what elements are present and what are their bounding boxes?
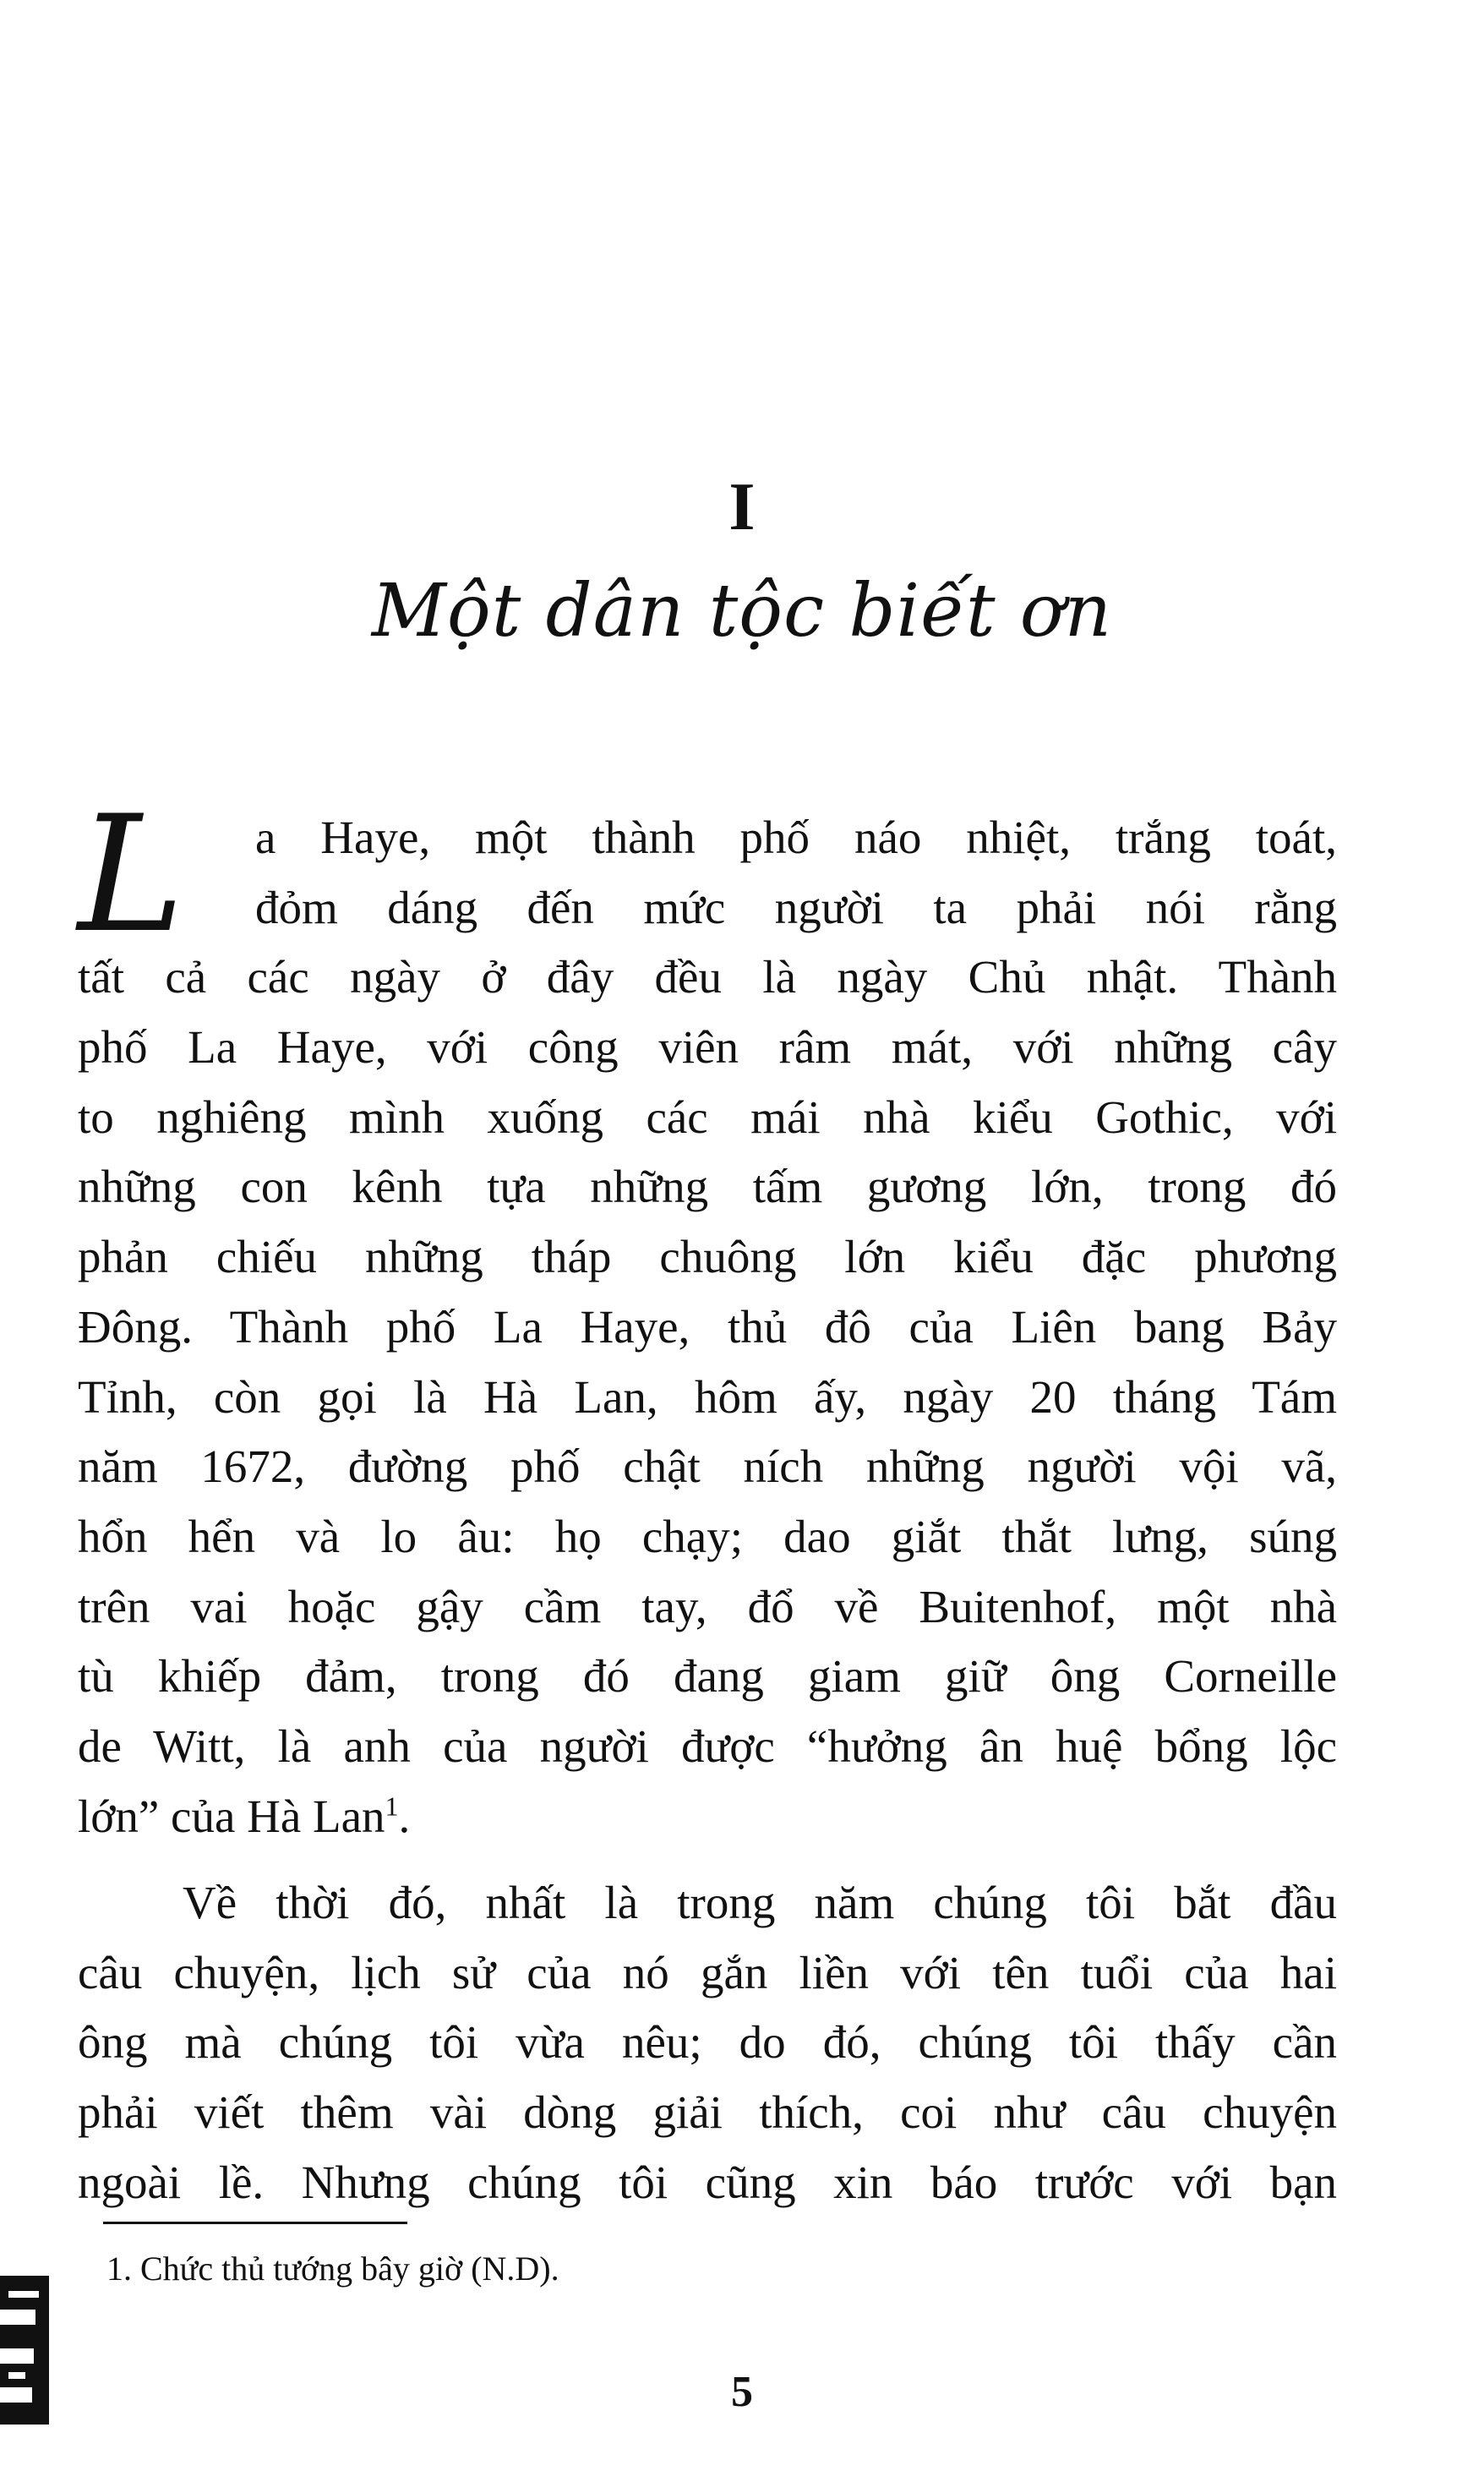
text-line: đỏm dáng đến mức người ta phải nói rằng [255,881,1337,933]
text-line: to nghiêng mình xuống các mái nhà kiểu Gothic, với [78,1091,1337,1143]
text-line: phản chiếu những tháp chuông lớn kiểu đặc phương [78,1231,1337,1283]
text-line: trên vai hoặc gậy cầm tay, đổ về Buitenhof, một nhà [78,1580,1337,1632]
text-line: năm 1672, đường phố chật ních những người vội vã, [78,1441,1337,1493]
drop-cap: L [78,781,185,968]
text-line: câu chuyện, lịch sử của nó gắn liền với tên tuổi của hai [78,1946,1337,1998]
paragraph-1 [78,803,1337,1851]
page-number: 5 [731,2368,753,2416]
footnote-marker: 1 [385,1790,399,1822]
text-line: phải viết thêm vài dòng giải thích, coi như câu chuyện [78,2086,1337,2139]
footnote-divider [103,2222,407,2224]
text-line-last [78,1782,1337,1852]
text-line: Tỉnh, còn gọi là Hà Lan, hôm ấy, ngày 20 tháng Tám [78,1370,1337,1423]
text-line: ông mà chúng tôi vừa nêu; do đó, chúng tôi thấy cần [78,2016,1337,2069]
text-line: Về thời đó, nhất là trong năm chúng tôi bắt đầu [183,1877,1337,1928]
text-line: tất cả các ngày ở đây đều là ngày Chủ nhật. Thành [78,951,1337,1003]
text-line: a Haye, một thành phố náo nhiệt, trắng toát, [255,812,1337,863]
text-line: phố La Haye, với công viên râm mát, với những cây [78,1021,1337,1074]
text-line: hổn hển và lo âu: họ chạy; dao giắt thắt lưng, súng [78,1510,1337,1562]
text-line: tù khiếp đảm, trong đó đang giam giữ ông Corneille [78,1650,1337,1703]
footnote: 1. Chức thủ tướng bây giờ (N.D). [106,2250,559,2288]
text-line-content: lớn” của Hà Lan [78,1790,385,1842]
text-line: ngoài lề. Nhưng chúng tôi cũng xin báo trước với bạn [78,2156,1337,2208]
page-edge-ornament-icon [0,2276,63,2425]
paragraph-2 [78,1868,1337,2217]
text-line: những con kênh tựa những tấm gương lớn, trong đó [78,1161,1337,1213]
text-line: Đông. Thành phố La Haye, thủ đô của Liên bang Bảy [78,1300,1337,1353]
text-line: de Witt, là anh của người được “hưởng ân huệ bổng lộc [78,1719,1337,1772]
chapter-number: I [728,470,756,544]
chapter-title: Một dân tộc biết ơn [371,569,1113,653]
end-punctuation: . [398,1790,411,1842]
